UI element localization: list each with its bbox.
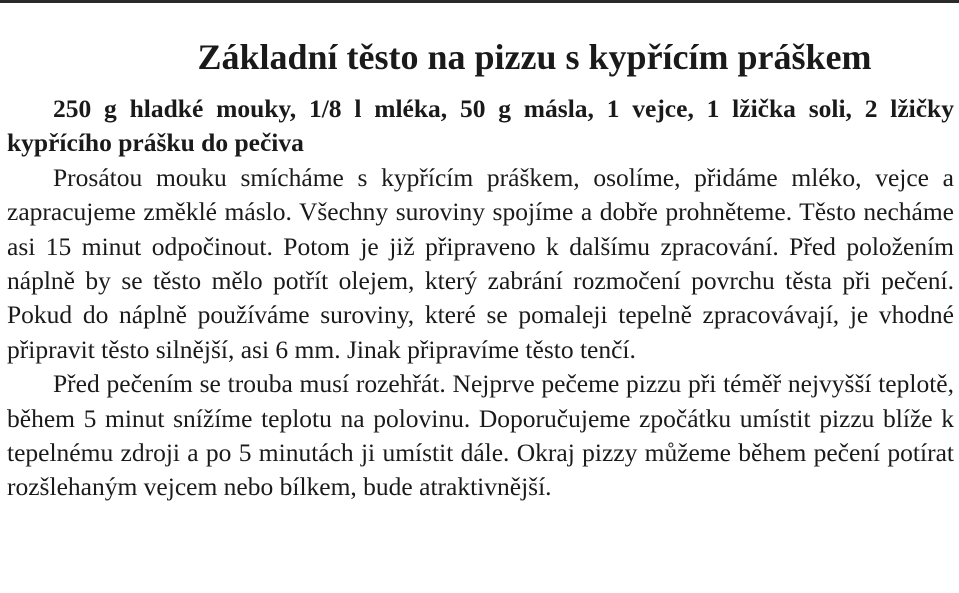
ingredients-paragraph: 250 g hladké mouky, 1/8 l mléka, 50 g másla, 1 vejce, 1 lžička soli, 2 lžičky kypřícího prášku do pečiva xyxy=(7,94,954,158)
baking-paragraph: Před pečením se trouba musí rozehřát. Nejprve pečeme pizzu při téměř nejvyšší teplotě, během 5 minut snížíme teplotu na polovinu. Doporučujeme zpočátku umístit pizzu blíže k tepelnému zdroji a po 5 minutách ji umístit dále. Okraj pizzy můžeme během pečení potírat rozšlehaným vejcem nebo bílkem, bude atraktivnější. xyxy=(7,369,954,502)
page-title: Základní těsto na pizzu s kypřícím práškem xyxy=(197,37,872,78)
recipe-body xyxy=(7,92,954,505)
preparation-paragraph: Prosátou mouku smícháme s kypřícím práškem, osolíme, přidáme mléko, vejce a zapracujeme změklé máslo. Všechny suroviny spojíme a dobře prohněteme. Těsto necháme asi 15 minut odpočinout. Potom je již připraveno k dalšímu zpracování. Před položením náplně by se těsto mělo potřít olejem, který zabrání rozmočení povrchu těsta při pečení. Pokud do náplně používáme suroviny, které se pomaleji tepelně zpracovávají, je vhodné připravit těsto silnější, asi 6 mm. Jinak připravíme těsto tenčí. xyxy=(7,162,954,364)
top-rule xyxy=(0,0,959,3)
